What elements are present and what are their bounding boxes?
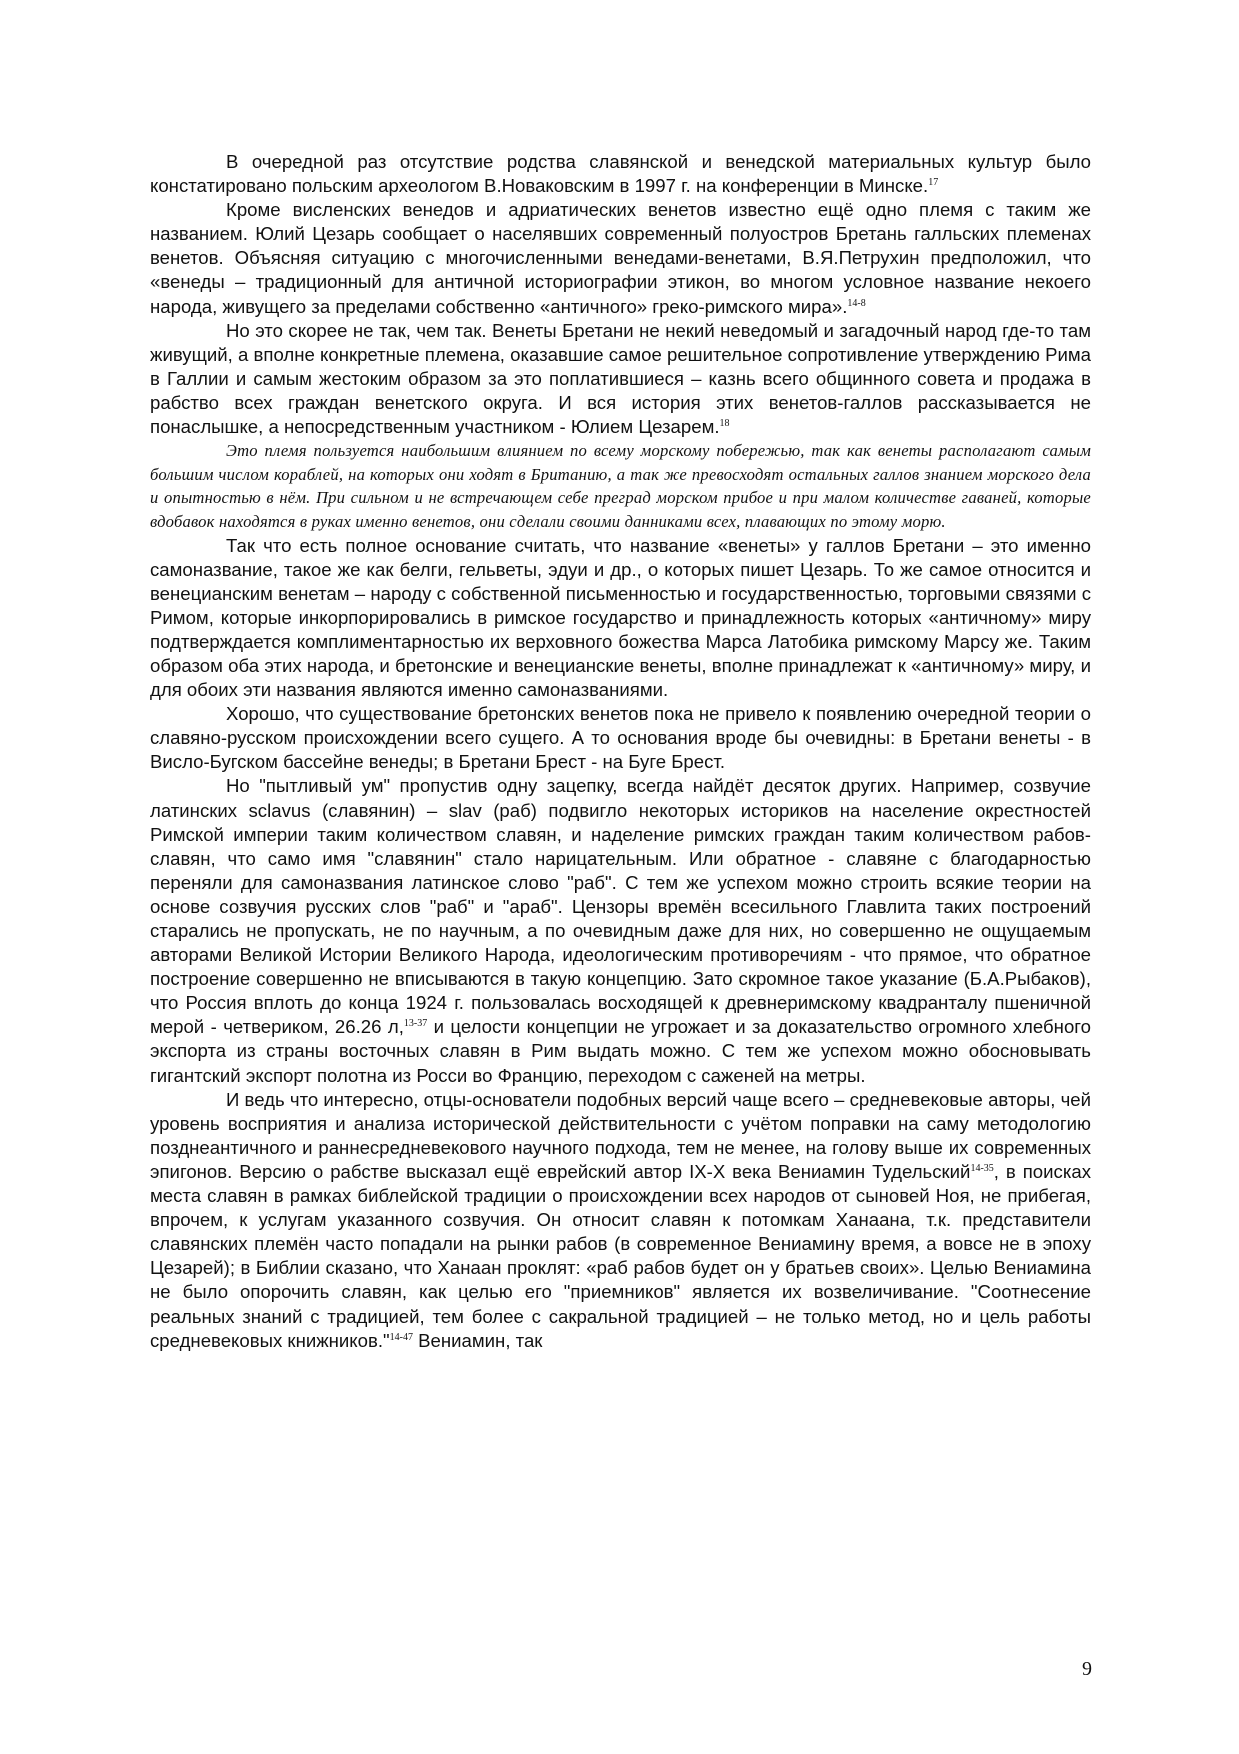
text-run: и целости концепции не угрожает и за доказательство огромного хлебного экспорта из страны восточных славян в Рим выдать можно. С тем же успехом можно обосновывать гигантский экспорт полотна из Росси во Францию, переходом с саженей на метры. (150, 1016, 1091, 1086)
paragraph (150, 150, 1091, 198)
text-run: Вениамин, так (412, 1329, 543, 1351)
block-quote (150, 439, 1091, 533)
footnote-ref: 14-35 (970, 1162, 994, 1174)
text-run: Так что есть полное основание считать, что название «венеты» у галлов Бретани – это именно самоназвание, такое же как белги, гельветы, эдуи и др., о которых пишет Цезарь. То же самое относится и венецианским венетам – народу с собственной письменностью и государственностью, торговыми связями с Римом, которые инкорпорировались в римское государство и принадлежность которых «античному» миру подтверждается комплиментарностью их верховного божества Марса Латобика римскому Марсу же. Таким образом оба этих народа, и бретонские и венецианские венеты, вполне принадлежат к «античному» миру, и для обоих эти названия являются именно самоназваниями. (150, 534, 1091, 701)
page-number: 9 (1082, 1658, 1092, 1680)
text-run: Кроме висленских венедов и адриатических венетов известно ещё одно племя с таким же названием. Юлий Цезарь сообщает о населявших современный полуостров Бретань галльских племенах венетов. Объясняя ситуацию с многочисленными венедами-венетами, В.Я.Петрухин предположил, что «венеды – традиционный для античной историографии этикон, во многом условное название некоего народа, живущего за пределами собственно «античного» греко-римского мира». (150, 199, 1091, 317)
text-run: Хорошо, что существование бретонских венетов пока не привело к появлению очередной теории о славяно-русском происхождении всего сущего. А то основания вроде бы очевидны: в Бретани венеты - в Висло-Бугском бассейне венеды; в Бретани Брест - на Буге Брест. (150, 703, 1091, 773)
paragraph (150, 702, 1091, 774)
body-text (150, 150, 1091, 1353)
footnote-ref: 14-47 (389, 1331, 413, 1343)
footnote-ref: 18 (719, 417, 730, 429)
text-run: Это племя пользуется наибольшим влиянием по всему морскому побережью, так как венеты располагают самым большим числом кораблей, на которых они ходят в Британию, а так же превосходят остальных галлов знанием морского дела и опытностью в нём. При сильном и не встречающем себе преград морском прибое и при малом количестве гаваней, которые вдобавок находятся в руках именно венетов, они сделали своими данниками всех, плавающих по этому морю. (150, 441, 1091, 531)
paragraph (150, 774, 1091, 1087)
text-run: В очередной раз отсутствие родства славянской и венедской материальных культур было констатировано польским археологом В.Новаковским в 1997 г. на конференции в Минске. (150, 151, 1091, 197)
footnote-ref: 17 (928, 176, 939, 188)
paragraph (150, 534, 1091, 703)
paragraph (150, 198, 1091, 318)
text-run: И ведь что интересно, отцы-основатели подобных версий чаще всего – средневековые авторы, чей уровень восприятия и анализа исторической действительности с учётом поправки на саму методологию позднеантичного и раннесредневекового научного подхода, тем не менее, на голову выше их современных эпигонов. Версию о рабстве высказал ещё еврейский автор IX-X века Вениамин Тудельский (150, 1088, 1091, 1182)
text-run: Но это скорее не так, чем так. Венеты Бретани не некий неведомый и загадочный народ где-то там живущий, а вполне конкретные племена, оказавшие самое решительное сопротивление утверждению Рима в Галлии и самым жестоким образом за это поплатившиеся – казнь всего общинного совета и продажа в рабство всех граждан венетского округа. И вся история этих венетов-галлов рассказывается не понаслышке, а непосредственным участником - Юлием Цезарем. (150, 319, 1092, 438)
footnote-ref: 13-37 (403, 1018, 428, 1030)
paragraph (150, 319, 1091, 439)
text-run: Но "пытливый ум" пропустив одну зацепку, всегда найдёт десяток других. Например, созвучие латинских sclavus (славянин) – slav (раб) подвигло некоторых историков на население окрестностей Римской империи таким количеством славян, и наделение римских граждан таким количеством рабов-славян, что само имя "славянин" стало нарицательным. Или обратное - славяне с благодарностью переняли для самоназвания латинское слово "раб". С тем же успехом можно строить всякие теории на основе созвучия русских слов "раб" и "араб". Цензоры времён всесильного Главлита таких построений старались не пропускать, не по научным, а по очевидным даже для них, но совершенно не ощущаемым авторами Великой Истории Великого Народа, идеологическим противоречиям - что прямое, что обратное построение совершенно не вписываются в такую концепцию. Зато скромное такое указание (Б.А.Рыбаков), что Россия вплоть до конца 1924 г. пользовалась восходящей к древнеримскому квадранталу пшеничной мерой - четвериком, 26.26 л, (150, 775, 1091, 1038)
footnote-ref: 14-8 (847, 297, 866, 309)
paragraph (150, 1088, 1091, 1353)
text-run: , в поисках места славян в рамках библейской традиции о происхождении всех народов от сыновей Ноя, не прибегая, впрочем, к услугам указанного созвучия. Он относит славян к потомкам Ханаана, т.к. представители славянских племён часто попадали на рынки рабов (в современное Вениамину время, а вовсе не в эпоху Цезарей); в Библии сказано, что Ханаан проклят: «раб рабов будет он у братьев своих». Целью Вениамина не было опорочить славян, как целью его "приемников" является их возвеличивание. "Соотнесение реальных знаний с традицией, тем более с сакральной традицией – не только метод, но и цель работы средневековых книжников." (150, 1160, 1092, 1351)
